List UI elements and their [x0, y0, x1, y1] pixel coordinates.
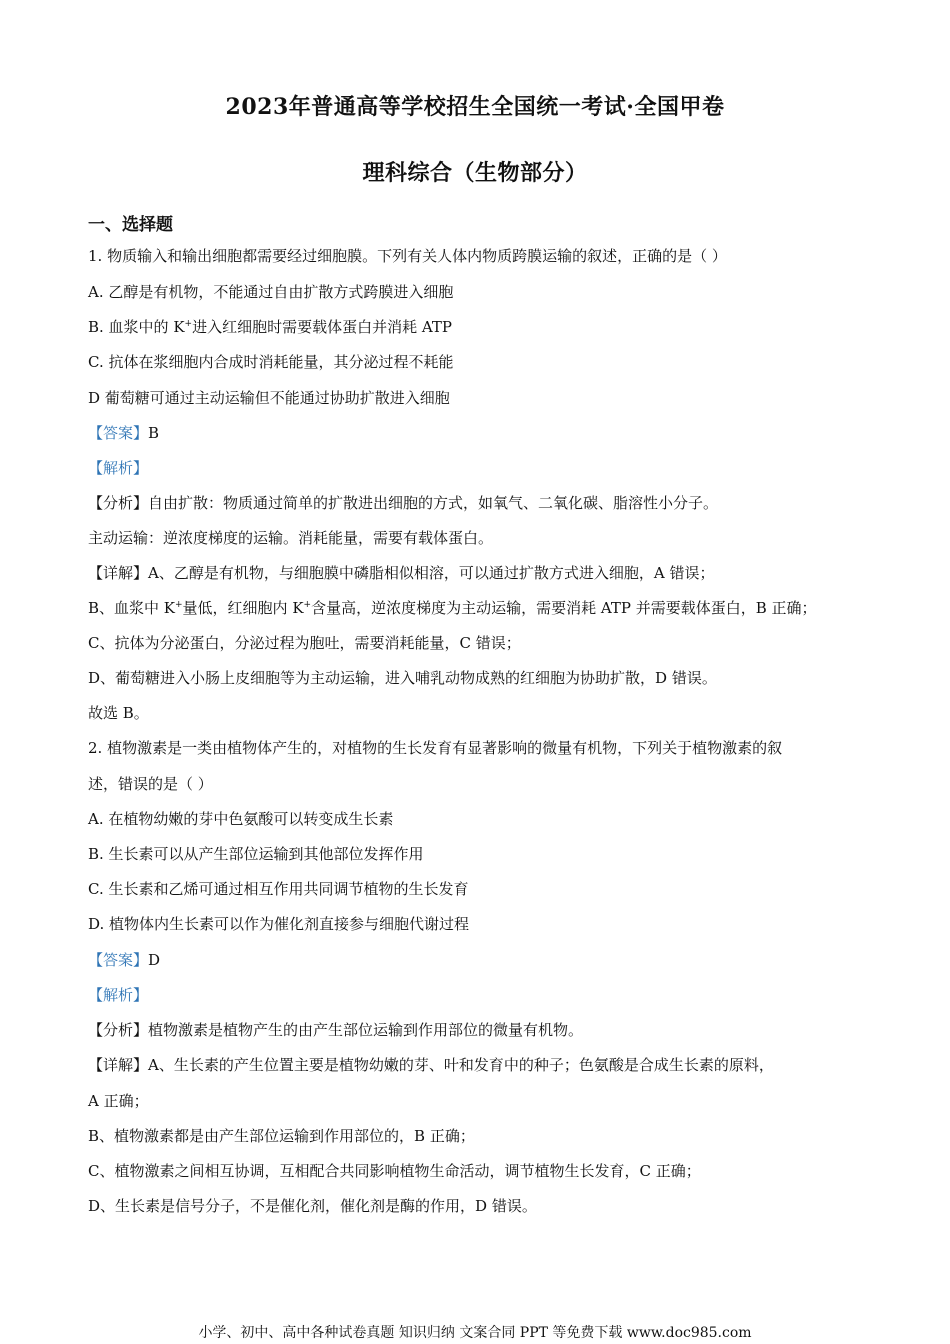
q1-option-b-post: 进入红细胞时需要载体蛋白并消耗 ATP	[192, 318, 452, 336]
q1-fenxi2: 主动运输：逆浓度梯度的运输。消耗能量，需要有载体蛋白。	[88, 529, 494, 547]
q2-answer	[88, 950, 160, 970]
q1-fenxi	[88, 493, 718, 513]
q1-option-b-pre: B. 血浆中的 K	[88, 318, 185, 336]
answer-value: D	[148, 951, 161, 969]
answer-tag: 【答案】	[88, 951, 149, 969]
q1-option-c: C. 抗体在浆细胞内合成时消耗能量，其分泌过程不耗能	[88, 353, 454, 371]
q2-fenxi	[88, 1020, 583, 1040]
q2-option-a: A. 在植物幼嫩的芽中色氨酸可以转变成生长素	[88, 810, 394, 828]
answer-tag: 【答案】	[88, 424, 149, 442]
fenxi-tag: 【分析】	[88, 494, 149, 512]
q2-option-b: B. 生长素可以从产生部位运输到其他部位发挥作用	[88, 845, 424, 863]
q2-stem-1: 2. 植物激素是一类由植物体产生的，对植物的生长发育有显著影响的微量有机物，下列关于植物激素的叙	[88, 739, 783, 757]
xiangjie-a-text: A、乙醇是有机物，与细胞膜中磷脂相似相溶，可以通过扩散方式进入细胞，A 错误；	[148, 564, 715, 582]
q1-xiangjie-c: C、抗体为分泌蛋白，分泌过程为胞吐，需要消耗能量，C 错误；	[88, 634, 521, 652]
section-heading: 一、选择题	[88, 215, 173, 235]
q1-stem: 1. 物质输入和输出细胞都需要经过细胞膜。下列有关人体内物质跨膜运输的叙述，正确的是（ ）	[88, 247, 727, 265]
exam-title: 2023年普通高等学校招生全国统一考试·全国甲卷	[225, 94, 725, 120]
fenxi-text: 自由扩散：物质通过简单的扩散进出细胞的方式，如氧气、二氧化碳、脂溶性小分子。	[148, 494, 719, 512]
q1-option-b	[88, 317, 452, 337]
xj-b-part3: 含量高，逆浓度梯度为主动运输，需要消耗 ATP 并需要载体蛋白，B 正确；	[311, 599, 817, 617]
xj-b-part2: 量低，红细胞内 K	[182, 599, 304, 617]
q2-xiangjie-a2: A 正确；	[88, 1092, 149, 1110]
q1-xiangjie-d: D、葡萄糖进入小肠上皮细胞等为主动运输，进入哺乳动物成熟的红细胞为协助扩散，D 错误。	[88, 669, 717, 687]
q2-stem-2: 述，错误的是（ ）	[88, 775, 213, 793]
q2-xiangjie-a1	[88, 1055, 774, 1075]
q1-conclusion: 故选 B。	[88, 704, 149, 722]
q2-xiangjie-d: D、生长素是信号分子，不是催化剂，催化剂是酶的作用，D 错误。	[88, 1197, 537, 1215]
fenxi-tag: 【分析】	[88, 1021, 149, 1039]
potassium-superscript: +	[184, 319, 193, 329]
q2-xiangjie-b: B、植物激素都是由产生部位运输到作用部位的，B 正确；	[88, 1127, 475, 1145]
potassium-superscript: +	[175, 600, 183, 610]
xiangjie-a-text: A、生长素的产生位置主要是植物幼嫩的芽、叶和发育中的种子；色氨酸是合成生长素的原料，	[148, 1056, 774, 1074]
fenxi-text: 植物激素是植物产生的由产生部位运输到作用部位的微量有机物。	[148, 1021, 584, 1039]
q1-option-a: A. 乙醇是有机物，不能通过自由扩散方式跨膜进入细胞	[88, 283, 454, 301]
page-footer: 小学、初中、高中各种试卷真题 知识归纳 文案合同 PPT 等免费下载 www.doc985.com	[198, 1325, 752, 1341]
q1-analysis-tag: 【解析】	[88, 459, 149, 477]
answer-value: B	[148, 424, 160, 442]
q1-xiangjie-a	[88, 563, 714, 583]
q2-analysis-tag: 【解析】	[88, 986, 149, 1004]
xiangjie-tag: 【详解】	[88, 1056, 149, 1074]
exam-subtitle: 理科综合（生物部分）	[362, 160, 588, 186]
q2-option-c: C. 生长素和乙烯可通过相互作用共同调节植物的生长发育	[88, 880, 469, 898]
q1-option-d: D 葡萄糖可通过主动运输但不能通过协助扩散进入细胞	[88, 389, 450, 407]
q2-xiangjie-c: C、植物激素之间相互协调，互相配合共同影响植物生命活动，调节植物生长发育，C 正确；	[88, 1162, 701, 1180]
potassium-superscript: +	[303, 600, 312, 610]
xj-b-part1: B、血浆中 K	[88, 599, 175, 617]
q2-option-d: D. 植物体内生长素可以作为催化剂直接参与细胞代谢过程	[88, 915, 470, 933]
xiangjie-tag: 【详解】	[88, 564, 149, 582]
q1-answer	[88, 423, 159, 443]
q1-xiangjie-b	[88, 598, 817, 618]
